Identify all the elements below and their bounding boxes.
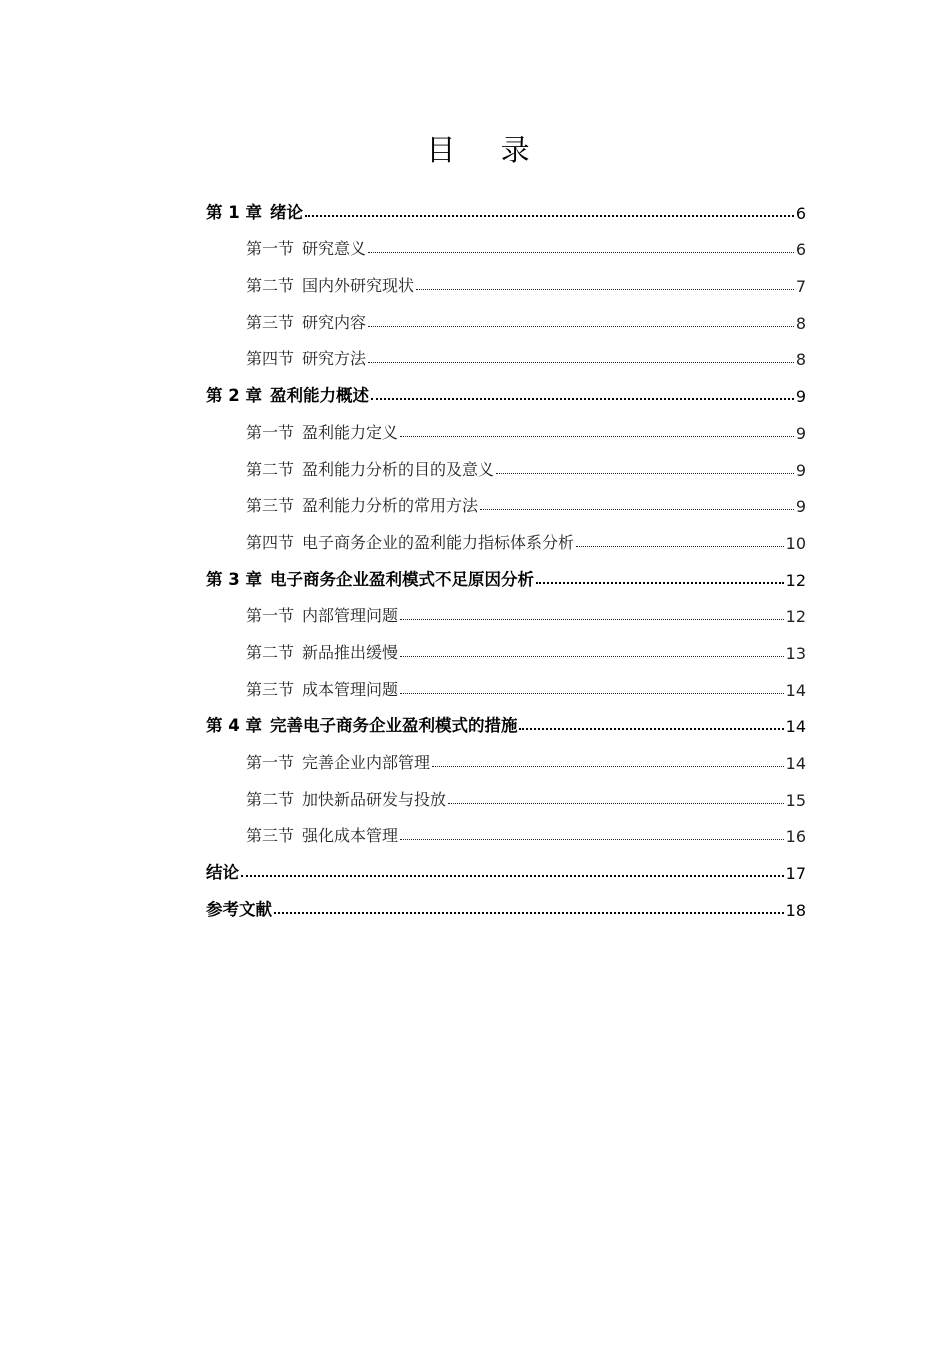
toc-dot-leader (536, 581, 784, 584)
toc-entry-number: 第 2 章 (206, 386, 262, 406)
toc-page-number: 8 (795, 350, 806, 370)
toc-section-entry[interactable] (206, 296, 806, 333)
toc-entry-number: 第一节 (246, 239, 295, 259)
toc-entry-number: 第三节 (246, 312, 295, 332)
toc-page-number: 9 (795, 460, 806, 480)
toc-section-entry[interactable] (206, 663, 806, 700)
toc-dot-leader (400, 692, 784, 694)
toc-dot-leader (416, 288, 794, 290)
toc-dot-leader (448, 802, 784, 804)
toc-entry-title: 内部管理问题 (302, 606, 399, 626)
toc-entry-title: 研究方法 (302, 349, 367, 369)
toc-page-number: 14 (785, 717, 806, 737)
toc-entry-title: 强化成本管理 (302, 826, 399, 846)
toc-section-entry[interactable] (206, 443, 806, 480)
toc-entry-number: 第二节 (246, 459, 295, 479)
toc-dot-leader (480, 508, 794, 510)
toc-section-entry[interactable] (206, 480, 806, 517)
toc-page-number: 9 (795, 497, 806, 517)
toc-dot-leader (371, 397, 794, 400)
toc-page-number: 18 (785, 900, 806, 920)
toc-page-number: 17 (785, 864, 806, 884)
toc-entry-title: 电子商务企业盈利模式不足原因分析 (269, 569, 534, 589)
toc-dot-leader (400, 435, 794, 437)
toc-entry-title: 结论 (206, 863, 239, 883)
toc-entry-title: 电子商务企业的盈利能力指标体系分析 (302, 532, 575, 552)
toc-dot-leader (368, 325, 794, 327)
toc-entry-number: 第 3 章 (206, 569, 262, 589)
toc-chapter-entry[interactable] (206, 553, 806, 590)
toc-dot-leader (400, 618, 784, 620)
toc-section-entry[interactable] (206, 736, 806, 773)
toc-chapter-entry[interactable] (206, 700, 806, 737)
toc-chapter-entry[interactable] (206, 369, 806, 406)
toc-chapter-entry[interactable] (206, 846, 806, 883)
toc-entry-number: 第二节 (246, 789, 295, 809)
toc-dot-leader (432, 765, 784, 767)
toc-dot-leader (519, 727, 783, 730)
toc-section-entry[interactable] (206, 333, 806, 370)
toc-entry-number: 第一节 (246, 606, 295, 626)
toc-entry-number: 第四节 (246, 532, 295, 552)
toc-entry-title: 研究意义 (302, 239, 367, 259)
toc-entry-title: 盈利能力概述 (269, 386, 369, 406)
toc-page-number: 6 (795, 240, 806, 260)
toc-entry-title: 完善企业内部管理 (302, 753, 431, 772)
toc-entry-title: 盈利能力定义 (302, 422, 399, 442)
toc-section-entry[interactable] (206, 590, 806, 627)
toc-page-number: 6 (795, 203, 806, 223)
toc-entry-title: 绪论 (269, 202, 303, 222)
toc-entry-number: 第二节 (246, 642, 295, 662)
toc-dot-leader (400, 838, 784, 840)
toc-entry-number: 第 1 章 (206, 202, 262, 222)
toc-entry-number: 第三节 (246, 496, 295, 516)
toc-page-number: 10 (785, 533, 806, 553)
toc-dot-leader (400, 655, 784, 657)
toc-page-number: 12 (785, 607, 806, 627)
toc-page-number: 15 (785, 790, 806, 810)
toc-dot-leader (368, 251, 794, 253)
toc-entry-title: 完善电子商务企业盈利模式的措施 (269, 716, 518, 736)
toc-entry-title: 参考文献 (206, 899, 272, 919)
toc-entry-title: 国内外研究现状 (302, 276, 415, 296)
toc-page-number: 9 (795, 387, 806, 407)
toc-chapter-entry[interactable] (206, 186, 806, 223)
toc-entry-number: 第四节 (246, 349, 295, 369)
toc-page-number: 12 (785, 570, 806, 590)
toc-dot-leader (496, 472, 794, 474)
toc-section-entry[interactable] (206, 406, 806, 443)
toc-section-entry[interactable] (206, 773, 806, 810)
toc-dot-leader (576, 545, 784, 547)
toc-entry-number: 第二节 (246, 276, 295, 296)
toc-page-number: 8 (795, 313, 806, 333)
toc-section-entry[interactable] (206, 259, 806, 296)
toc-page-number: 9 (795, 423, 806, 443)
toc-title: 目 录 (426, 133, 548, 167)
toc-page-number: 14 (785, 680, 806, 700)
toc-page-number: 16 (785, 827, 806, 847)
toc-entry-number: 第三节 (246, 679, 295, 699)
toc-section-entry[interactable] (206, 223, 806, 260)
toc-section-entry[interactable] (206, 810, 806, 847)
toc-entry-title: 新品推出缓慢 (302, 642, 399, 662)
toc-entry-title: 研究内容 (302, 312, 367, 332)
toc-entry-number: 第三节 (246, 826, 295, 846)
toc-entry-title: 盈利能力分析的目的及意义 (302, 459, 495, 479)
toc-entry-title: 成本管理问题 (302, 679, 399, 699)
toc-page-number: 14 (785, 754, 806, 773)
toc-page-number: 7 (795, 277, 806, 297)
toc-dot-leader (274, 911, 784, 914)
table-of-contents (206, 186, 806, 920)
toc-chapter-entry[interactable] (206, 883, 806, 920)
toc-page-number: 13 (785, 643, 806, 663)
toc-dot-leader (368, 361, 794, 363)
toc-section-entry[interactable] (206, 626, 806, 663)
toc-dot-leader (241, 874, 784, 877)
toc-entry-title: 加快新品研发与投放 (302, 789, 447, 809)
toc-entry-number: 第 4 章 (206, 716, 262, 736)
toc-section-entry[interactable] (206, 516, 806, 553)
toc-dot-leader (305, 214, 794, 217)
toc-entry-number: 第一节 (246, 753, 295, 772)
toc-entry-number: 第一节 (246, 422, 295, 442)
toc-entry-title: 盈利能力分析的常用方法 (302, 496, 479, 516)
